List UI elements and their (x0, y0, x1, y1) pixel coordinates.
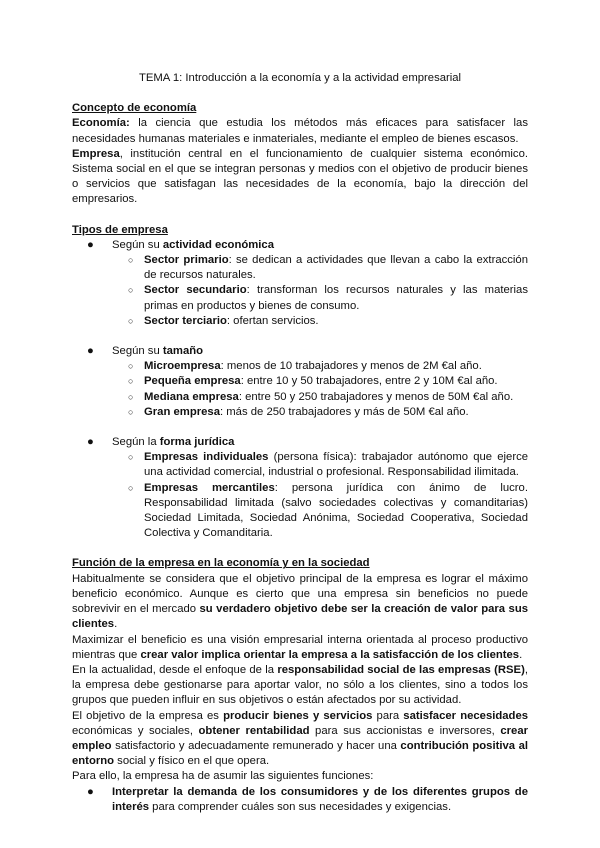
bullet-icon: ● (87, 436, 94, 449)
paragraph-maximizar (72, 633, 528, 663)
circle-bullet-icon: ○ (128, 406, 134, 417)
term: actividad económica (162, 238, 275, 251)
list-item-sector-secundario (72, 283, 528, 313)
emphasis: Interpretar la demanda de los consumidores y de los diferentes grupos de interés (112, 785, 528, 813)
paragraph-funciones-intro: Para ello, la empresa ha de asumir las siguientes funciones: (72, 770, 374, 783)
term: Pequeña empresa (144, 375, 241, 388)
paragraph-objetivo (72, 572, 528, 633)
term: tamaño (162, 345, 204, 358)
text: : se dedican a actividades que llevan a cabo la extracción de recursos naturales. (144, 254, 528, 282)
term: Empresas mercantiles (144, 481, 275, 494)
circle-bullet-icon: ○ (128, 255, 134, 266)
text: : persona jurídica con ánimo de lucro. Responsabilidad limitada (salvo sociedades colectivas y comanditarias) Sociedad Limitada, Sociedad Anónima, Sociedad Cooperativa, Sociedad Colectiva y Comanditaria. (144, 481, 528, 540)
heading-funcion-empresa: Función de la empresa en la economía y en la sociedad (72, 557, 370, 570)
text: . (114, 618, 118, 631)
list-funciones (72, 785, 528, 815)
text: satisfactorio y adecuadamente remunerado y hacer una (111, 739, 401, 752)
list-item-forma-juridica (72, 435, 528, 450)
text: para comprender cuáles son sus necesidades y exigencias. (149, 800, 452, 813)
text-empresa: , institución central en el funcionamiento de cualquier sistema económico. Sistema social en el que se integran personas y medios con el objetivo de producir bienes o servicios que satisfagan las necesidades de la economía, bajo la dirección del empresarios. (72, 147, 528, 206)
list-item-empresas-mercantiles (72, 481, 528, 542)
bullet-icon: ● (87, 345, 94, 358)
list-item-sector-primario (72, 253, 528, 283)
text: , la empresa debe gestionarse para aportar valor, no sólo a los clientes, sino a todos los grupos que pueden influir en sus objetivos o están afectados por su actividad. (72, 663, 528, 707)
text: social y físico en el que opera. (114, 755, 270, 768)
text: En la actualidad, desde el enfoque de la (72, 663, 278, 676)
list-item-mediana-empresa (72, 390, 528, 405)
circle-bullet-icon: ○ (128, 482, 134, 493)
circle-bullet-icon: ○ (128, 315, 134, 326)
text: Según su (112, 238, 163, 251)
term-empresa: Empresa (72, 147, 120, 160)
text: Habitualmente se considera que el objetivo principal de la empresa es lograr el máximo beneficio económico. Aunque es cierto que una empresa sin beneficios no puede sobrevivir en el mercado (72, 572, 528, 616)
term: Microempresa (144, 360, 221, 373)
emphasis: responsabilidad social de las empresas (RSE) (277, 663, 525, 676)
list-tipos-empresa (72, 238, 528, 329)
term: Sector terciario (144, 314, 227, 327)
circle-bullet-icon: ○ (128, 376, 134, 387)
text: Maximizar el beneficio es una visión empresarial interna orientada al proceso productivo mientras que (72, 633, 528, 661)
circle-bullet-icon: ○ (128, 452, 134, 463)
term-economia: Economía: (72, 117, 130, 130)
text: : entre 10 y 50 trabajadores, entre 2 y 10M €al año. (240, 375, 498, 388)
text: El objetivo de la empresa es (72, 709, 224, 722)
circle-bullet-icon: ○ (128, 285, 134, 296)
paragraph-economia (72, 116, 528, 146)
paragraph-empresa (72, 147, 528, 208)
text: para sus accionistas e inversores, (309, 724, 501, 737)
term: Sector primario (144, 254, 229, 267)
list-tamano (72, 344, 528, 420)
heading-concepto-economia: Concepto de economía (72, 102, 197, 115)
list-item-interpretar-demanda (72, 785, 528, 815)
term: Sector secundario (144, 284, 247, 297)
circle-bullet-icon: ○ (128, 361, 134, 372)
text: : ofertan servicios. (226, 314, 319, 327)
text: económicas y sociales, (72, 724, 199, 737)
paragraph-rse (72, 663, 528, 709)
term: Empresas individuales (144, 451, 269, 464)
text: : entre 50 y 250 trabajadores y menos de 50M €al año. (238, 390, 514, 403)
emphasis: satisfacer necesidades (403, 709, 529, 722)
emphasis: crear valor implica orientar la empresa a la satisfacción de los clientes (140, 648, 520, 661)
text: : más de 250 trabajadores y más de 50M €al año. (219, 405, 469, 418)
document-title: TEMA 1: Introducción a la economía y a la actividad empresarial (138, 72, 462, 84)
emphasis: obtener rentabilidad (198, 724, 310, 737)
emphasis: producir bienes y servicios (223, 709, 373, 722)
list-item-microempresa (72, 359, 528, 374)
emphasis: contribución positiva al entorno (72, 739, 528, 768)
text: : menos de 10 trabajadores y menos de 2M €al año. (220, 360, 482, 373)
bullet-icon: ● (87, 238, 94, 251)
list-forma-juridica (72, 435, 528, 541)
heading-tipos-empresa: Tipos de empresa (72, 223, 168, 236)
list-item-tamano (72, 344, 528, 359)
text: (persona física): trabajador autónomo que ejerce una actividad comercial, industrial o profesional. Responsabilidad ilimitada. (144, 451, 529, 479)
emphasis: su verdadero objetivo debe ser la creación de valor para sus clientes (72, 603, 529, 631)
list-item-empresas-individuales (72, 450, 528, 480)
term: forma jurídica (159, 436, 235, 449)
circle-bullet-icon: ○ (128, 391, 134, 402)
text: . (519, 648, 523, 661)
term: Mediana empresa (144, 390, 239, 403)
bullet-icon: ● (87, 785, 94, 798)
term: Gran empresa (144, 405, 220, 418)
text: Según su (112, 345, 163, 358)
text: : transforman los recursos naturales y las materias primas en productos y bienes de consumo. (144, 284, 528, 312)
document-body (72, 71, 528, 815)
list-item-sector-terciario (72, 314, 528, 329)
list-item-actividad (72, 238, 528, 253)
text: Según la (112, 436, 160, 449)
text: para (372, 709, 404, 722)
list-item-gran-empresa (72, 405, 528, 420)
text-economia: la ciencia que estudia los métodos más eficaces para satisfacer las necesidades humanas materiales e inmateriales, mediante el empleo de bienes escasos. (72, 117, 528, 145)
list-item-pequena-empresa (72, 374, 528, 389)
emphasis: crear empleo (72, 724, 529, 752)
paragraph-objetivo-empresa (72, 709, 528, 770)
